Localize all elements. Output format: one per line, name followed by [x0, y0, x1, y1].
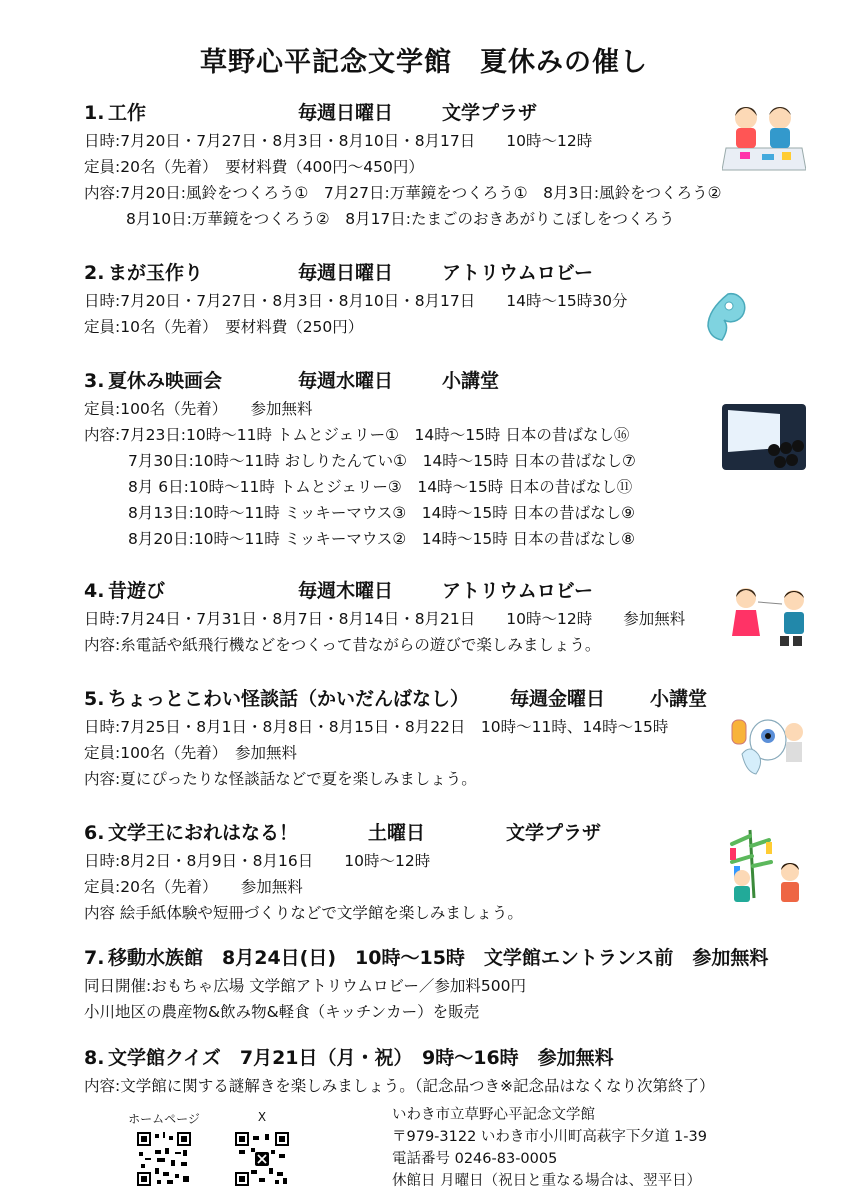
detail-line: 8月13日:10時～11時 ミッキーマウス③ 14時～15時 日本の昔ばなし⑨	[128, 504, 636, 522]
section-place: アトリウムロビー	[442, 262, 594, 284]
section-name: ちょっとこわい怪談話（かいだんばなし）	[108, 688, 470, 710]
detail-line: 定員:20名（先着） 要材料費（400円～450円）	[84, 158, 424, 176]
section-number: 8.	[84, 1047, 105, 1069]
movie-theater-icon	[722, 404, 806, 474]
section-number: 2.	[84, 262, 105, 284]
section-heading	[84, 684, 784, 714]
tanabata-kids-icon	[720, 826, 810, 910]
qr-home-label: ホームページ	[128, 1112, 200, 1126]
detail-line: 内容:文学館に関する謎解きを楽しみましょう。（記念品つき※記念品はなくなり次第終了）	[84, 1077, 715, 1095]
detail-line: 定員:10名（先着） 要材料費（250円）	[84, 318, 364, 336]
section-number: 4.	[84, 580, 105, 602]
section-heading	[84, 366, 784, 396]
detail-line: 内容:夏にぴったりな怪談話などで夏を楽しみましょう。	[84, 770, 477, 788]
section-old-games	[84, 576, 784, 658]
section-place: 小講堂	[442, 370, 500, 392]
page-title: 草野心平記念文学館 夏休みの催し	[200, 47, 648, 78]
section-name: 夏休み映画会	[108, 370, 223, 392]
section-ghost-stories	[84, 684, 784, 792]
detail-line: 日時:7月20日・7月27日・8月3日・8月10日・8月17日 10時～12時	[84, 132, 593, 150]
section-place: アトリウムロビー	[442, 580, 594, 602]
section-day: 毎週日曜日	[298, 102, 394, 124]
magatama-bead-icon	[706, 290, 746, 350]
address: 〒979-3122 いわき市小川町高萩字下夕道 1-39	[392, 1129, 707, 1145]
detail-line: 日時:7月24日・7月31日・8月7日・8月14日・8月21日 10時～12時 参加無料	[84, 610, 686, 628]
section-heading	[84, 943, 784, 973]
section-mobile-aquarium	[84, 943, 784, 1025]
detail-line: 7月30日:10時～11時 おしりたんてい① 14時～15時 日本の昔ばなし⑦	[128, 452, 636, 470]
section-name: 文学王におれはなる！	[108, 822, 299, 844]
qr-code-icon[interactable]	[235, 1132, 289, 1186]
section-movie	[84, 366, 784, 552]
ghost-yokai-icon	[728, 710, 810, 784]
section-literature-king	[84, 818, 784, 926]
children-crafting-icon	[722, 100, 806, 176]
section-heading	[84, 1043, 784, 1073]
detail-line: 内容:7月23日:10時～11時 トムとジェリー① 14時～15時 日本の昔ばなし⑯	[84, 426, 630, 444]
detail-line: 内容:7月20日:風鈴をつくろう① 7月27日:万華鏡をつくろう① 8月3日:風鈴をつくろう②	[84, 184, 722, 202]
museum-name: いわき市立草野心平記念文学館	[392, 1107, 595, 1123]
section-heading	[84, 818, 784, 848]
string-telephone-kids-icon	[730, 584, 812, 652]
section-day: 毎週水曜日	[298, 370, 394, 392]
qr-code-icon[interactable]	[137, 1132, 191, 1186]
section-magatama	[84, 258, 784, 340]
section-name: 工作	[108, 102, 147, 124]
section-name: 昔遊び	[108, 580, 166, 602]
detail-line: 内容 絵手紙体験や短冊づくりなどで文学館を楽しみましょう。	[84, 904, 523, 922]
section-heading	[84, 576, 784, 606]
contact-info	[392, 1104, 707, 1192]
section-place: 文学プラザ	[442, 102, 538, 124]
section-number: 3.	[84, 370, 105, 392]
section-heading	[84, 98, 784, 128]
detail-line: 定員:100名（先着） 参加無料	[84, 400, 313, 418]
detail-line: 8月20日:10時～11時 ミッキーマウス② 14時～15時 日本の昔ばなし⑧	[128, 530, 636, 548]
detail-line: 同日開催:おもちゃ広場 文学館アトリウムロビー／参加料500円	[84, 977, 526, 995]
detail-line: 8月 6日:10時～11時 トムとジェリー③ 14時～15時 日本の昔ばなし⑪	[128, 478, 633, 496]
section-day: 毎週木曜日	[298, 580, 394, 602]
section-name: 移動水族館 8月24日(日) 10時～15時 文学館エントランス前 参加無料	[108, 947, 769, 969]
detail-line: 8月10日:万華鏡をつくろう② 8月17日:たまごのおきあがりこぼしをつくろう	[126, 210, 675, 228]
detail-line: 小川地区の農産物&飲み物&軽食（キッチンカー）を販売	[84, 1003, 480, 1021]
detail-line: 内容:糸電話や紙飛行機などをつくって昔ながらの遊びで楽しみましょう。	[84, 636, 601, 654]
section-number: 5.	[84, 688, 105, 710]
homepage-qr[interactable]	[122, 1110, 206, 1186]
detail-line: 日時:7月20日・7月27日・8月3日・8月10日・8月17日 14時～15時30分	[84, 292, 628, 310]
detail-line: 日時:7月25日・8月1日・8月8日・8月15日・8月22日 10時～11時、14時～15時	[84, 718, 669, 736]
section-day: 土曜日	[368, 822, 426, 844]
section-name: 文学館クイズ 7月21日（月・祝） 9時～16時 参加無料	[108, 1047, 614, 1069]
x-qr[interactable]	[220, 1110, 304, 1186]
section-quiz	[84, 1043, 784, 1099]
section-heading	[84, 258, 784, 288]
section-day: 毎週日曜日	[298, 262, 394, 284]
section-number: 7.	[84, 947, 105, 969]
phone-number: 電話番号 0246-83-0005	[392, 1151, 558, 1167]
section-number: 6.	[84, 822, 105, 844]
detail-line: 定員:100名（先着） 参加無料	[84, 744, 298, 762]
section-place: 小講堂	[650, 688, 708, 710]
section-place: 文学プラザ	[506, 822, 602, 844]
detail-line: 定員:20名（先着） 参加無料	[84, 878, 303, 896]
closed-days: 休館日 月曜日（祝日と重なる場合は、翌平日）	[392, 1173, 702, 1189]
section-craft	[84, 98, 784, 232]
detail-line: 日時:8月2日・8月9日・8月16日 10時～12時	[84, 852, 431, 870]
section-number: 1.	[84, 102, 105, 124]
qr-x-label: X	[257, 1110, 267, 1124]
section-day: 毎週金曜日	[510, 688, 606, 710]
section-name: まが玉作り	[108, 262, 204, 284]
